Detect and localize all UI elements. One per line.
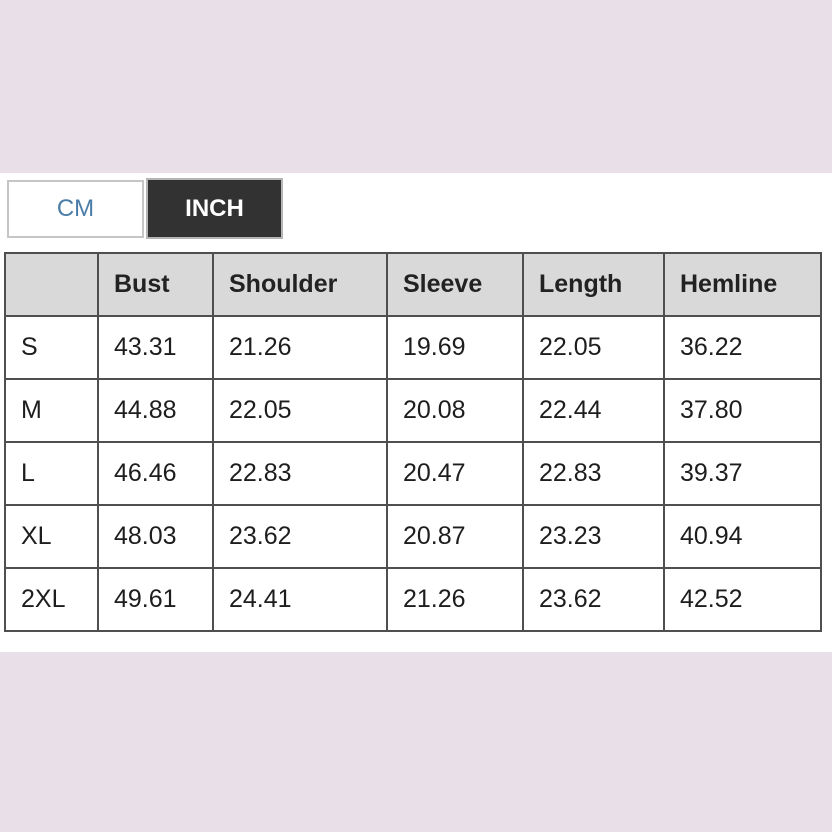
table-cell: 19.69	[387, 316, 523, 379]
table-cell: 22.44	[523, 379, 664, 442]
table-cell: 24.41	[213, 568, 387, 631]
unit-toggle-group	[7, 180, 283, 239]
size-cell: 2XL	[5, 568, 98, 631]
size-cell: L	[5, 442, 98, 505]
table-cell: 44.88	[98, 379, 213, 442]
table-row-2xl	[5, 568, 821, 631]
table-cell: 22.05	[523, 316, 664, 379]
size-table-header	[5, 253, 821, 316]
table-cell: 42.52	[664, 568, 821, 631]
table-cell: 22.83	[523, 442, 664, 505]
table-cell: 20.87	[387, 505, 523, 568]
unit-toggle-inch-button[interactable]: INCH	[146, 178, 283, 239]
size-table	[4, 252, 822, 632]
table-cell: 23.62	[213, 505, 387, 568]
header-row	[5, 253, 821, 316]
size-cell: M	[5, 379, 98, 442]
table-cell: 46.46	[98, 442, 213, 505]
table-cell: 20.47	[387, 442, 523, 505]
table-cell: 22.83	[213, 442, 387, 505]
table-cell: 37.80	[664, 379, 821, 442]
unit-toggle-cm-button[interactable]: CM	[7, 180, 144, 238]
header-cell-shoulder: Shoulder	[213, 253, 387, 316]
table-cell: 36.22	[664, 316, 821, 379]
size-table-body	[5, 316, 821, 631]
size-chart-panel	[0, 173, 832, 652]
table-row-s	[5, 316, 821, 379]
size-cell: S	[5, 316, 98, 379]
table-cell: 39.37	[664, 442, 821, 505]
table-cell: 23.62	[523, 568, 664, 631]
header-cell-size	[5, 253, 98, 316]
table-cell: 43.31	[98, 316, 213, 379]
table-cell: 40.94	[664, 505, 821, 568]
table-row-xl	[5, 505, 821, 568]
table-cell: 49.61	[98, 568, 213, 631]
header-cell-length: Length	[523, 253, 664, 316]
table-cell: 23.23	[523, 505, 664, 568]
table-cell: 21.26	[387, 568, 523, 631]
header-cell-sleeve: Sleeve	[387, 253, 523, 316]
table-cell: 21.26	[213, 316, 387, 379]
table-row-l	[5, 442, 821, 505]
table-cell: 48.03	[98, 505, 213, 568]
table-cell: 20.08	[387, 379, 523, 442]
size-cell: XL	[5, 505, 98, 568]
header-cell-bust: Bust	[98, 253, 213, 316]
header-cell-hemline: Hemline	[664, 253, 821, 316]
table-cell: 22.05	[213, 379, 387, 442]
table-row-m	[5, 379, 821, 442]
